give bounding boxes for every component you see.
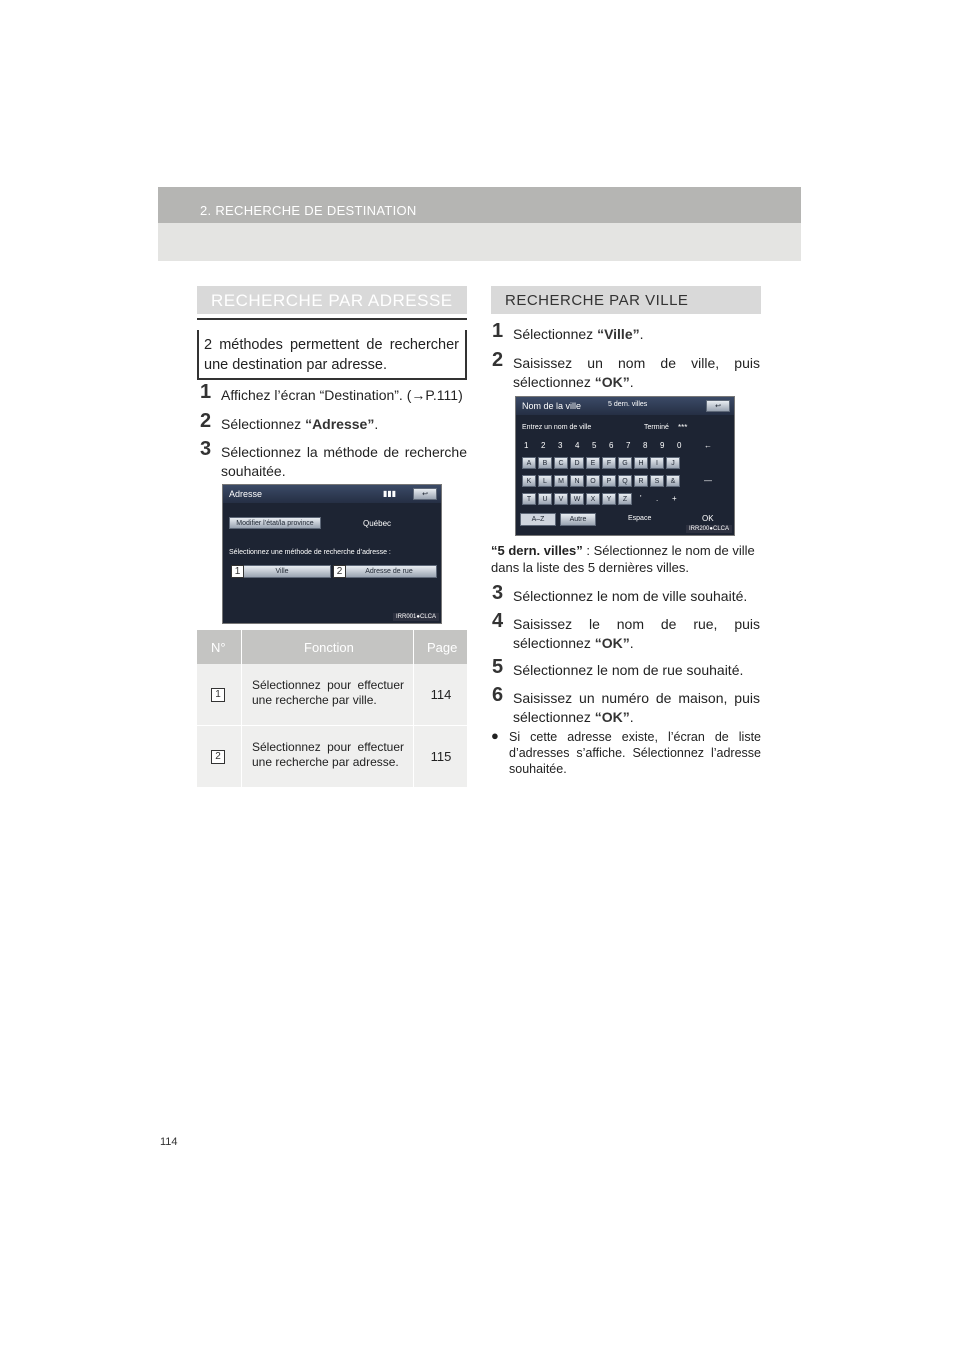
row-description: Sélectionnez pour effectuer une recherche par adresse.	[252, 740, 404, 769]
screen-title: Nom de la ville	[522, 401, 582, 411]
key[interactable]: E	[586, 457, 600, 469]
city-button[interactable]: Ville	[233, 565, 331, 578]
image-code: IRR200●CLCA	[686, 525, 732, 533]
city-keyboard-screen	[515, 396, 735, 536]
recent-cities-button[interactable]: 5 dern. villes	[608, 401, 648, 408]
chapter-title: 2. RECHERCHE DE DESTINATION	[200, 203, 417, 218]
page-number: 114	[160, 1136, 178, 1148]
step-3: 3 Sélectionnez le nom de ville souhaité.	[492, 582, 748, 604]
screen-marker-1: 1	[231, 565, 244, 578]
step-1: 1 Affichez l’écran “Destination”. (→P.111)	[200, 381, 463, 403]
screen-title-bar	[223, 485, 441, 503]
key[interactable]: W	[570, 493, 584, 505]
recent-cities-note: “5 dern. villes” : Sélectionnez le nom de ville dans la liste des 5 dernières villes.	[491, 543, 755, 575]
key[interactable]: +	[672, 494, 677, 503]
table-header	[197, 630, 467, 664]
intro-text: 2 méthodes permettent de rechercher une destination par adresse.	[204, 337, 459, 373]
section-title: RECHERCHE PAR VILLE	[505, 292, 689, 309]
key[interactable]: 8	[643, 441, 648, 450]
header-no: N°	[211, 640, 226, 655]
province-button[interactable]: Modifier l’état/la province	[229, 517, 321, 529]
dash-key[interactable]: —	[704, 476, 712, 485]
section-title: RECHERCHE PAR ADRESSE	[211, 291, 453, 310]
key[interactable]: '	[640, 494, 642, 503]
key[interactable]: I	[650, 457, 664, 469]
key[interactable]: D	[570, 457, 584, 469]
key[interactable]: 3	[558, 441, 563, 450]
table-divider	[241, 630, 242, 788]
status-icons: ▮▮▮	[383, 489, 397, 498]
key[interactable]: A	[522, 457, 536, 469]
step-4: 4 Saisissez le nom de rue, puis sélectionnez “OK”.	[492, 610, 760, 651]
key[interactable]: G	[618, 457, 632, 469]
key[interactable]: &	[666, 475, 680, 487]
chapter-header	[158, 187, 801, 223]
backspace-key[interactable]: ←	[704, 441, 712, 450]
other-button[interactable]: Autre	[560, 513, 596, 526]
key[interactable]: S	[650, 475, 664, 487]
step-6: 6 Saisissez un numéro de maison, puis sélectionnez “OK”.	[492, 684, 760, 725]
section-header-address	[197, 286, 467, 314]
key[interactable]: K	[522, 475, 536, 487]
section-rule	[197, 318, 467, 320]
step-3: 3 Sélectionnez la méthode de recherche souhaitée.	[200, 438, 467, 479]
row-marker: 2	[211, 750, 225, 764]
key[interactable]: T	[522, 493, 536, 505]
key[interactable]: Z	[618, 493, 632, 505]
key[interactable]: 9	[660, 441, 665, 450]
key[interactable]: C	[554, 457, 568, 469]
key[interactable]: M	[554, 475, 568, 487]
key[interactable]: 5	[592, 441, 597, 450]
table-row	[197, 726, 467, 788]
table-divider	[413, 630, 414, 788]
key[interactable]: 6	[609, 441, 614, 450]
table-row	[197, 664, 467, 726]
city-input[interactable]: Entrez un nom de ville	[522, 424, 592, 431]
key[interactable]: X	[586, 493, 600, 505]
key[interactable]: P	[602, 475, 616, 487]
key[interactable]: 0	[677, 441, 682, 450]
bullet-note	[491, 729, 761, 777]
key[interactable]: U	[538, 493, 552, 505]
back-button[interactable]: ↩	[706, 400, 730, 412]
ok-button[interactable]: OK	[702, 514, 714, 523]
key[interactable]: H	[634, 457, 648, 469]
screen-marker-2: 2	[333, 565, 346, 578]
key[interactable]: 7	[626, 441, 631, 450]
province-value: Québec	[363, 519, 392, 528]
step-2: 2 Sélectionnez “Adresse”.	[200, 410, 379, 432]
key[interactable]: J	[666, 457, 680, 469]
row-page: 114	[430, 687, 452, 702]
key[interactable]: L	[538, 475, 552, 487]
function-table	[197, 630, 467, 788]
address-screen	[222, 484, 442, 624]
intro-box	[197, 330, 467, 380]
key[interactable]: B	[538, 457, 552, 469]
key[interactable]: O	[586, 475, 600, 487]
screen-title-bar	[516, 397, 734, 415]
section-header-city	[491, 286, 761, 314]
method-prompt: Sélectionnez une méthode de recherche d’adresse :	[229, 549, 391, 556]
back-button[interactable]: ↩	[413, 488, 437, 500]
key[interactable]: 4	[575, 441, 580, 450]
step-5: 5 Sélectionnez le nom de rue souhaité.	[492, 656, 744, 678]
row-marker: 1	[211, 688, 225, 702]
street-address-button[interactable]: Adresse de rue	[341, 565, 437, 578]
key[interactable]: V	[554, 493, 568, 505]
key[interactable]: N	[570, 475, 584, 487]
step-2: 2 Saisissez un nom de ville, puis sélectionnez “OK”.	[492, 349, 760, 390]
key[interactable]: Q	[618, 475, 632, 487]
key[interactable]: 1	[524, 441, 529, 450]
space-button[interactable]: Espace	[628, 515, 652, 522]
key[interactable]: F	[602, 457, 616, 469]
row-page: 115	[430, 749, 452, 764]
az-button[interactable]: A–Z	[520, 513, 556, 526]
bullet-icon: ●	[491, 728, 499, 743]
image-code: IRR001●CLCA	[393, 613, 439, 621]
key[interactable]: Y	[602, 493, 616, 505]
bullet-text: Si cette adresse existe, l’écran de liste d’adresses s’affiche. Sélectionnez l’adresse souhaitée.	[509, 730, 761, 776]
header-function: Fonction	[304, 640, 354, 655]
done-button[interactable]: Terminé	[644, 424, 669, 431]
key[interactable]: R	[634, 475, 648, 487]
key[interactable]: .	[656, 494, 659, 503]
row-description: Sélectionnez pour effectuer une recherche par ville.	[252, 678, 404, 707]
screen-title: Adresse	[229, 489, 263, 499]
key[interactable]: 2	[541, 441, 546, 450]
header-sub-band	[158, 223, 801, 261]
header-page: Page	[427, 640, 458, 655]
stars-indicator: ***	[678, 423, 688, 432]
step-1: 1 Sélectionnez “Ville”.	[492, 320, 644, 342]
